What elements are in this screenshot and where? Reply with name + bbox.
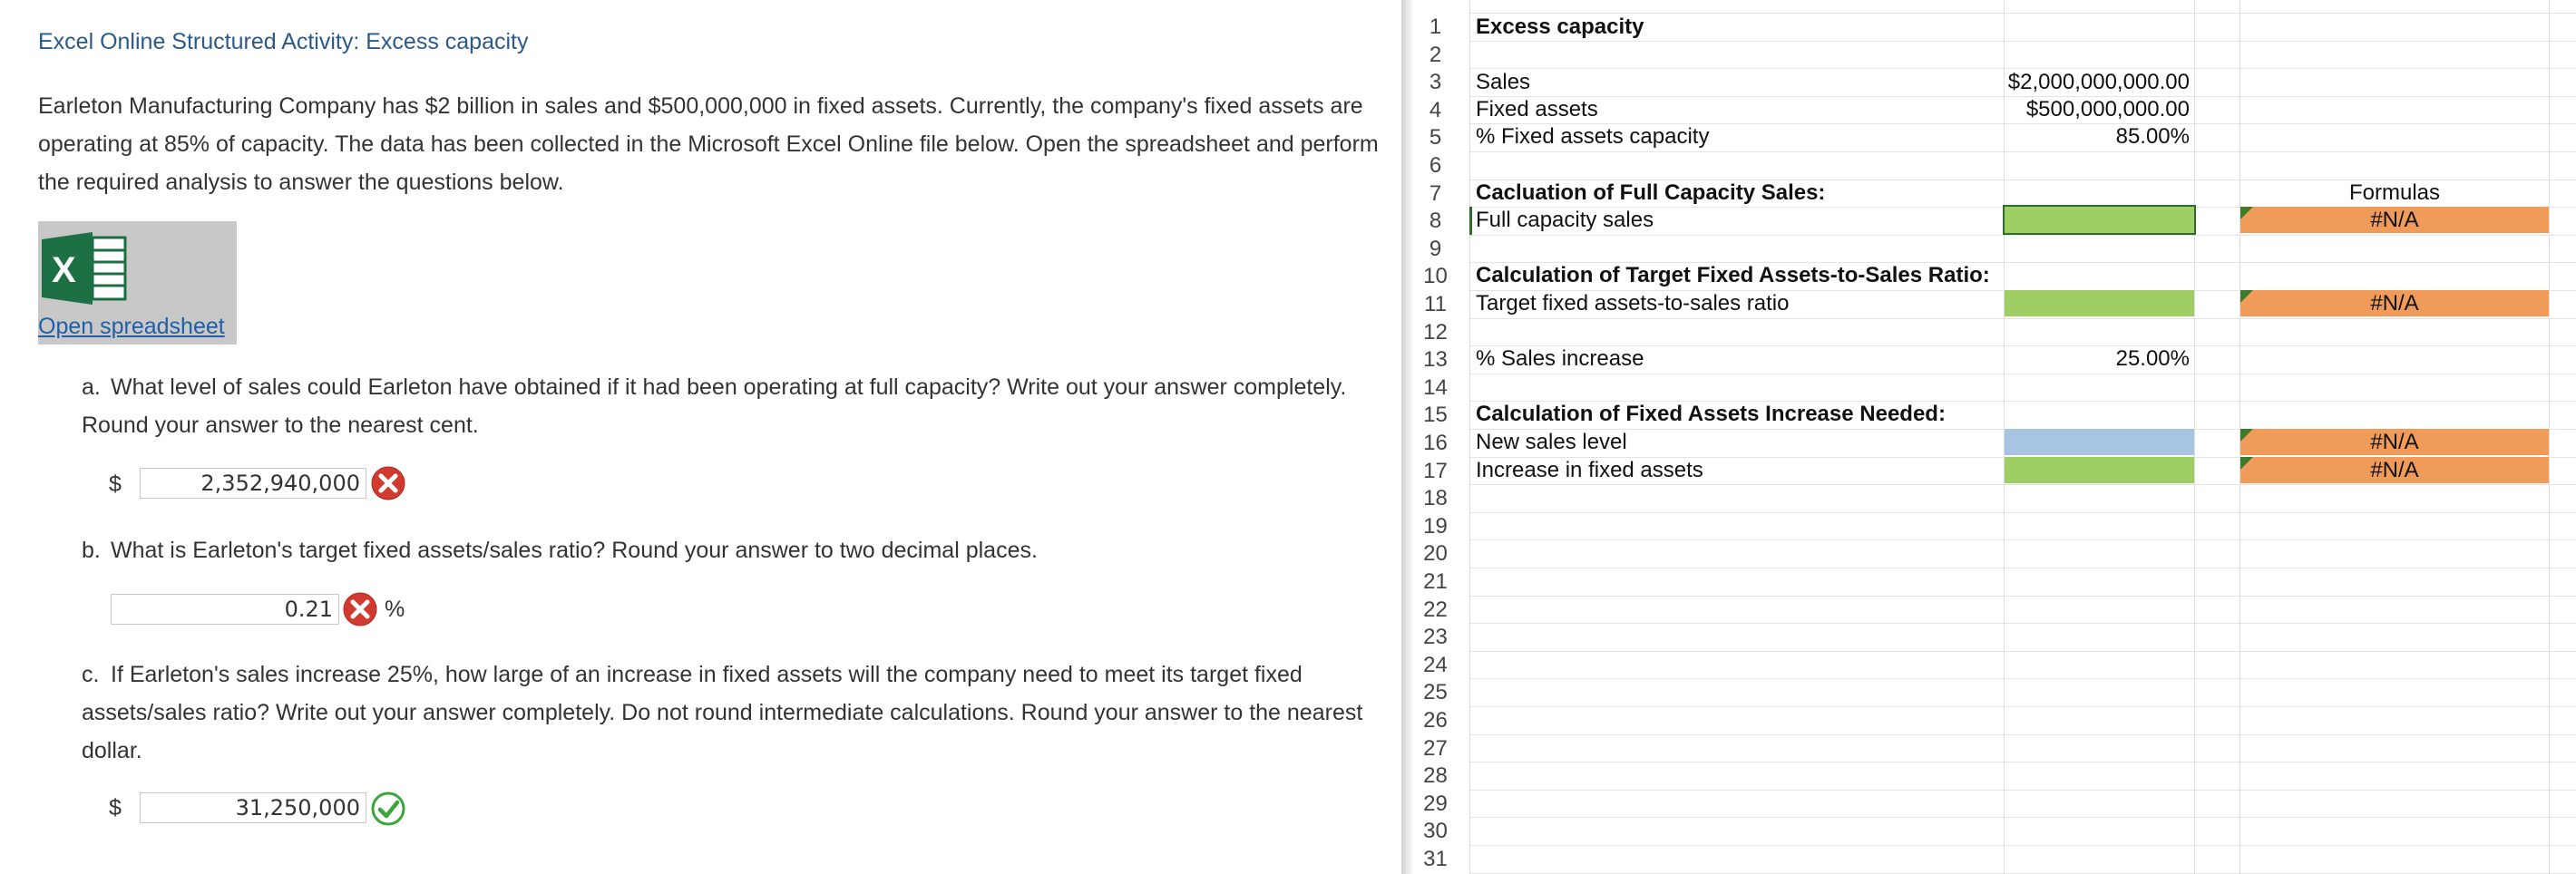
row-divider xyxy=(1469,817,2576,818)
question-b-label: b. xyxy=(82,538,101,563)
column-divider xyxy=(2549,0,2550,874)
row-number[interactable]: 2 xyxy=(1429,42,1442,67)
row-number[interactable]: 26 xyxy=(1423,708,1448,733)
row-divider xyxy=(1469,596,2576,597)
row-number[interactable]: 27 xyxy=(1423,735,1448,761)
column-divider xyxy=(2194,0,2195,874)
row-divider xyxy=(1469,706,2576,707)
target-ratio-input-cell[interactable] xyxy=(2005,290,2194,316)
question-c xyxy=(82,656,1379,770)
question-c-dollar-sign: $ xyxy=(109,795,122,821)
row-divider xyxy=(1469,678,2576,679)
question-b xyxy=(82,531,1379,569)
row-number[interactable]: 28 xyxy=(1423,763,1448,789)
cell-a5[interactable]: % Fixed assets capacity xyxy=(1476,124,1710,149)
cell-a3[interactable]: Sales xyxy=(1476,70,1531,94)
row-number[interactable]: 8 xyxy=(1429,209,1442,234)
row-number[interactable]: 22 xyxy=(1423,597,1448,622)
cell-a4[interactable]: Fixed assets xyxy=(1476,97,1598,121)
row-divider xyxy=(1469,235,2576,236)
row-number[interactable]: 20 xyxy=(1423,541,1448,567)
cell-a7[interactable]: Cacluation of Full Capacity Sales: xyxy=(1476,180,1826,205)
cell-a13[interactable]: % Sales increase xyxy=(1476,346,1644,371)
open-spreadsheet-link[interactable]: Open spreadsheet xyxy=(38,314,225,339)
question-b-percent-sign: % xyxy=(385,597,405,622)
cell-d7-formulas-header[interactable]: Formulas xyxy=(2348,180,2441,205)
question-a-label: a. xyxy=(82,374,101,400)
row-number[interactable]: 4 xyxy=(1429,97,1442,122)
row-divider xyxy=(1469,790,2576,791)
row-number[interactable]: 1 xyxy=(1429,15,1442,39)
cell-a8[interactable]: Full capacity sales xyxy=(1469,207,1654,235)
spreadsheet xyxy=(1401,0,2576,874)
question-b-answer-input[interactable]: 0.21 xyxy=(111,594,339,625)
row-divider xyxy=(1469,623,2576,624)
incorrect-x-icon xyxy=(342,591,378,627)
activity-intro: Earleton Manufacturing Company has $2 billion in sales and $500,000,000 in fixed assets. Currently, the company's fixed assets are operating at 85% of capacity. The data has been collected in the Microsoft Excel Online file below. Open the spreadsheet and perform the required analysis to answer the questions below. xyxy=(38,93,1379,195)
cell-d17-formula[interactable]: #N/A xyxy=(2370,458,2419,482)
row-divider xyxy=(1469,151,2576,152)
svg-text:X: X xyxy=(52,250,76,290)
cell-b5[interactable]: 85.00% xyxy=(2115,124,2190,149)
cell-a11[interactable]: Target fixed assets-to-sales ratio xyxy=(1476,291,1790,316)
question-c-label: c. xyxy=(82,662,100,687)
row-number[interactable]: 11 xyxy=(1424,292,1447,316)
row-number[interactable]: 18 xyxy=(1423,486,1448,511)
row-number[interactable]: 9 xyxy=(1429,236,1442,261)
row-divider xyxy=(1469,539,2576,540)
question-a xyxy=(82,368,1379,444)
row-divider xyxy=(1469,845,2576,846)
row-divider xyxy=(1469,734,2576,735)
activity-title: Excel Online Structured Activity: Excess capacity xyxy=(38,29,529,54)
correct-check-icon xyxy=(370,791,406,827)
cell-a1-title[interactable]: Excess capacity xyxy=(1476,15,1644,39)
cell-b13[interactable]: 25.00% xyxy=(2115,346,2190,371)
new-sales-level-input-cell[interactable] xyxy=(2005,429,2194,455)
row-number[interactable]: 3 xyxy=(1429,70,1442,95)
full-capacity-sales-input-cell[interactable] xyxy=(2005,207,2194,233)
cell-d8-formula[interactable]: #N/A xyxy=(2370,208,2419,232)
cell-d16-formula[interactable]: #N/A xyxy=(2370,430,2419,454)
cell-a10[interactable]: Calculation of Target Fixed Assets-to-Sales Ratio: xyxy=(1476,263,1990,287)
row-number[interactable]: 25 xyxy=(1423,680,1448,705)
row-number[interactable]: 19 xyxy=(1423,513,1448,539)
cell-b4[interactable]: $500,000,000.00 xyxy=(2025,97,2190,121)
question-a-text: What level of sales could Earleton have obtained if it had been operating at full capacity? Write out your answer completely. Round your answer to the nearest cent. xyxy=(82,374,1347,438)
row-number[interactable]: 17 xyxy=(1423,458,1448,483)
cell-a16[interactable]: New sales level xyxy=(1476,430,1627,454)
cell-d11-formula[interactable]: #N/A xyxy=(2370,291,2419,316)
row-number[interactable]: 5 xyxy=(1429,125,1442,151)
question-b-text: What is Earleton's target fixed assets/sales ratio? Round your answer to two decimal places. xyxy=(111,538,1038,563)
row-number[interactable]: 16 xyxy=(1423,431,1448,455)
row-number[interactable]: 10 xyxy=(1423,264,1448,289)
row-divider xyxy=(1469,512,2576,513)
row-number[interactable]: 14 xyxy=(1423,374,1448,400)
question-a-answer-input[interactable]: 2,352,940,000 xyxy=(140,468,366,499)
row-number[interactable]: 7 xyxy=(1429,180,1442,206)
row-divider xyxy=(1469,318,2576,319)
cell-b3[interactable]: $2,000,000,000.00 xyxy=(2007,70,2190,94)
row-number[interactable]: 12 xyxy=(1423,319,1448,345)
row-number[interactable]: 15 xyxy=(1423,403,1448,428)
row-number[interactable]: 31 xyxy=(1423,847,1448,871)
incorrect-x-icon xyxy=(370,465,406,501)
row-number[interactable]: 23 xyxy=(1423,625,1448,650)
row-divider xyxy=(1469,651,2576,652)
row-number[interactable]: 13 xyxy=(1423,347,1448,373)
row-number[interactable]: 6 xyxy=(1429,153,1442,178)
question-a-dollar-sign: $ xyxy=(109,471,122,497)
cell-a15[interactable]: Calculation of Fixed Assets Increase Needed: xyxy=(1476,402,1946,426)
cell-a17[interactable]: Increase in fixed assets xyxy=(1476,458,1703,482)
row-number[interactable]: 30 xyxy=(1423,819,1448,844)
fixed-assets-increase-input-cell[interactable] xyxy=(2005,457,2194,483)
question-c-text: If Earleton's sales increase 25%, how large of an increase in fixed assets will the company need to meet its target fixed assets/sales ratio? Write out your answer completely. Do not round intermediate calculations. Round your answer to the nearest dollar. xyxy=(82,662,1363,763)
question-c-answer-input[interactable]: 31,250,000 xyxy=(140,792,366,823)
row-number[interactable]: 21 xyxy=(1423,569,1448,594)
excel-icon xyxy=(40,232,131,305)
row-number[interactable]: 24 xyxy=(1423,652,1448,677)
row-number[interactable]: 29 xyxy=(1423,791,1448,816)
column-divider xyxy=(1469,0,1470,874)
